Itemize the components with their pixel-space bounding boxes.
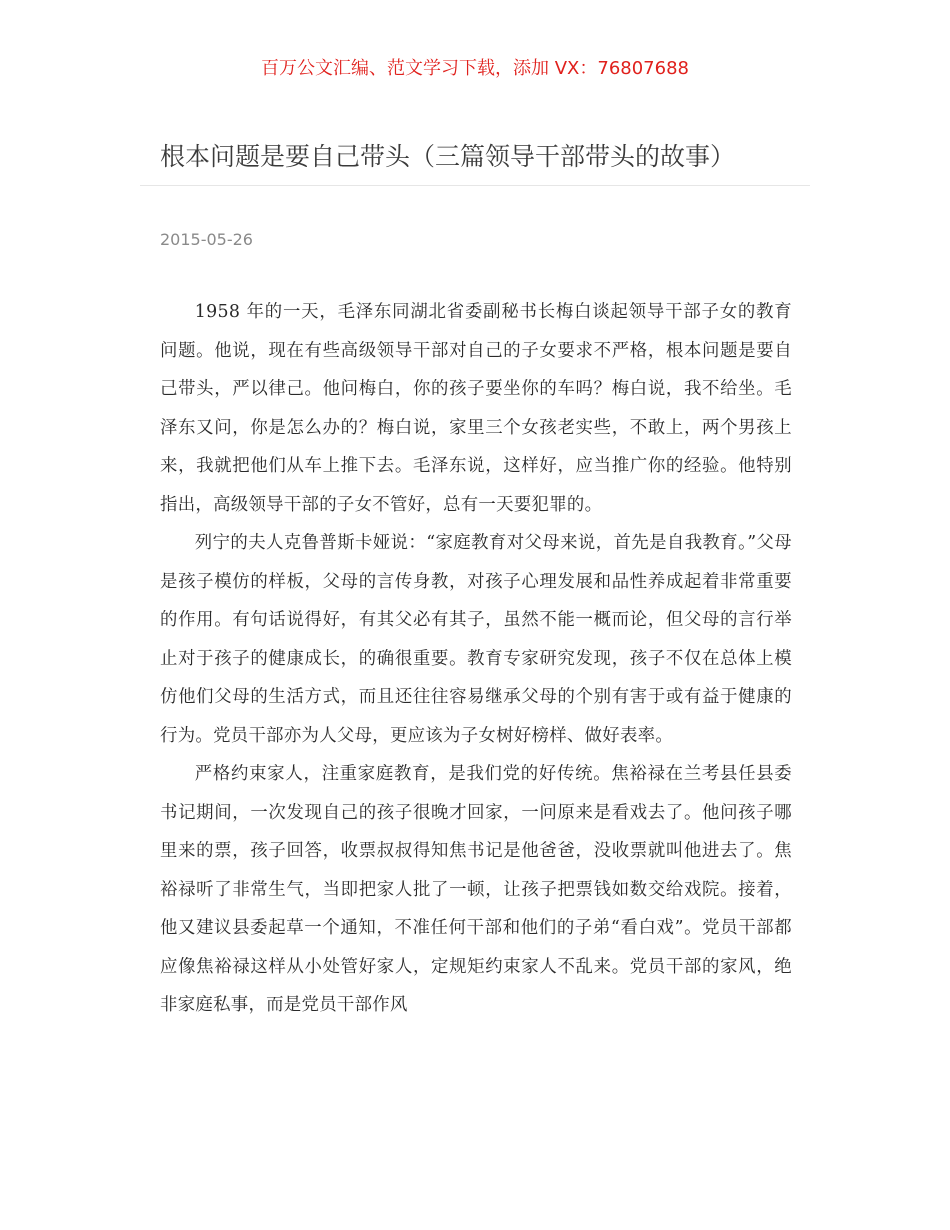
article-date: 2015-05-26 — [160, 230, 253, 249]
paragraph: 1958 年的一天，毛泽东同湖北省委副秘书长梅白谈起领导干部子女的教育问题。他说，现在有些高级领导干部对自己的子女要求不严格，根本问题是要自己带头，严以律己。他问梅白，你的孩子要坐你的车吗？梅白说，我不给坐。毛泽东又问，你是怎么办的？梅白说，家里三个女孩老实些，不敢上，两个男孩上来，我就把他们从车上推下去。毛泽东说，这样好，应当推广你的经验。他特别指出，高级领导干部的子女不管好，总有一天要犯罪的。 — [160, 302, 792, 515]
paragraph: 严格约束家人，注重家庭教育，是我们党的好传统。焦裕禄在兰考县任县委书记期间，一次发现自己的孩子很晚才回家，一问原来是看戏去了。他问孩子哪里来的票，孩子回答，收票叔叔得知焦书记是他爸爸，没收票就叫他进去了。焦裕禄听了非常生气，当即把家人批了一顿，让孩子把票钱如数交给戏院。接着，他又建议县委起草一个通知，不准任何干部和他们的子弟“看白戏”。党员干部都应像焦裕禄这样从小处管好家人，定规矩约束家人不乱来。党员干部的家风，绝非家庭私事，而是党员干部作风 — [160, 764, 792, 1015]
article-title: 根本问题是要自己带头（三篇领导干部带头的故事） — [160, 142, 736, 171]
article-body — [160, 293, 792, 1025]
header-banner: 百万公文汇编、范文学习下载，添加 VX：76807688 — [261, 58, 689, 79]
paragraph: 列宁的夫人克鲁普斯卡娅说：“家庭教育对父母来说，首先是自我教育。”父母是孩子模仿的样板，父母的言传身教，对孩子心理发展和品性养成起着非常重要的作用。有句话说得好，有其父必有其子，虽然不能一概而论，但父母的言行举止对于孩子的健康成长，的确很重要。教育专家研究发现，孩子不仅在总体上模仿他们父母的生活方式，而且还往往容易继承父母的个别有害于或有益于健康的行为。党员干部亦为人父母，更应该为子女树好榜样、做好表率。 — [160, 533, 792, 746]
title-divider — [140, 185, 810, 186]
